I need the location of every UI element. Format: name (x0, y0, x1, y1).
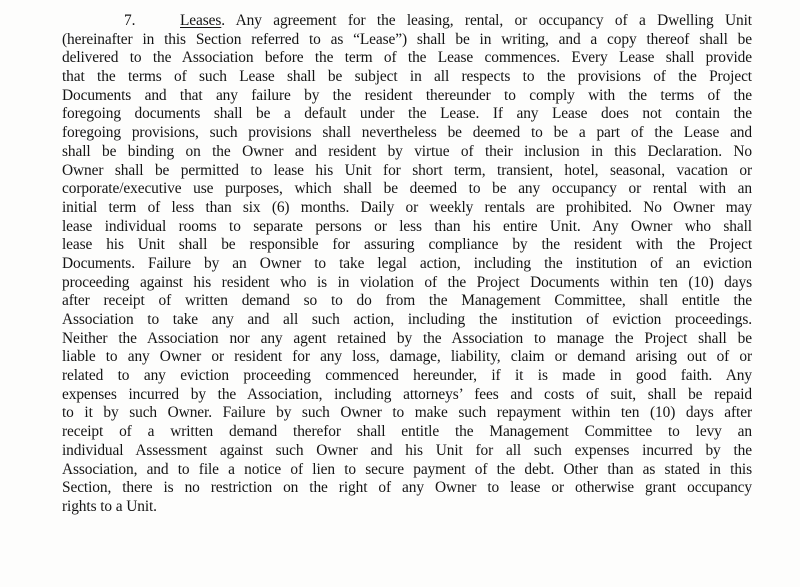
section-number: 7. (124, 12, 136, 29)
paragraph-line-16: after receipt of written demand so to do from the Management Committee, shall entitle the (62, 292, 752, 310)
paragraph-line-22: to it by such Owner. Failure by such Owner to make such repayment within ten (10) days after (62, 404, 752, 422)
paragraph-line-24: individual Assessment against such Owner and his Unit for all such expenses incurred by the (62, 441, 752, 459)
paragraph-line-18: Neither the Association nor any agent retained by the Association to manage the Project shall be (62, 329, 752, 347)
paragraph-line-26: Section, there is no restriction on the right of any Owner to lease or otherwise grant occupancy (62, 479, 752, 497)
paragraph-line-9: Owner shall be permitted to lease his Unit for short term, transient, hotel, seasonal, vacation or (62, 161, 752, 179)
paragraph-line-25: Association, and to file a notice of lien to secure payment of the debt. Other than as stated in this (62, 460, 752, 478)
paragraph-line-11: initial term of less than six (6) months. Daily or weekly rentals are prohibited. No Owner may (62, 198, 752, 216)
paragraph-line-2: (hereinafter in this Section referred to as “Lease”) shall be in writing, and a copy thereof shall be (62, 30, 752, 48)
paragraph-line-27: rights to a Unit. (62, 497, 157, 515)
paragraph-line-17: Association to take any and all such action, including the institution of eviction proceedings. (62, 311, 752, 328)
paragraph-line-text: . Any agreement for the leasing, rental, or occupancy of a Dwelling Unit (221, 12, 752, 29)
paragraph-line-21: expenses incurred by the Association, including attorneys’ fees and costs of suit, shall be repaid (62, 385, 752, 403)
section-leases-paragraph (62, 12, 752, 517)
paragraph-line-3: delivered to the Association before the term of the Lease commences. Every Lease shall provide (62, 49, 752, 67)
paragraph-line-6: foregoing documents shall be a default under the Lease. If any Lease does not contain the (62, 105, 752, 123)
section-title: Leases (180, 12, 222, 29)
paragraph-line-10: corporate/executive use purposes, which shall be deemed to be any occupancy or rental with an (62, 180, 752, 198)
paragraph-line-13: lease his Unit shall be responsible for assuring compliance by the resident with the Project (62, 236, 752, 254)
paragraph-line-19: liable to any Owner or resident for any loss, damage, liability, claim or demand arising out of or (62, 348, 752, 366)
paragraph-line-7: foregoing provisions, such provisions shall nevertheless be deemed to be a part of the Lease and (62, 124, 752, 142)
paragraph-line-1 (62, 12, 752, 31)
paragraph-line-23: receipt of a written demand therefor shall entitle the Management Committee to levy an (62, 423, 752, 441)
paragraph-line-15: proceeding against his resident who is in violation of the Project Documents within ten (10) days (62, 273, 752, 291)
paragraph-line-8: shall be binding on the Owner and resident by virtue of their inclusion in this Declaration. No (62, 142, 752, 160)
paragraph-line-20: related to any eviction proceeding commenced hereunder, if it is made in good faith. Any (62, 367, 752, 385)
paragraph-line-5: Documents and that any failure by the resident thereunder to comply with the terms of the (62, 86, 752, 104)
paragraph-line-12: lease individual rooms to separate persons or less than his entire Unit. Any Owner who shall (62, 217, 752, 235)
paragraph-line-14: Documents. Failure by an Owner to take legal action, including the institution of an eviction (62, 254, 752, 272)
paragraph-line-4: that the terms of such Lease shall be subject in all respects to the provisions of the Project (62, 68, 752, 86)
